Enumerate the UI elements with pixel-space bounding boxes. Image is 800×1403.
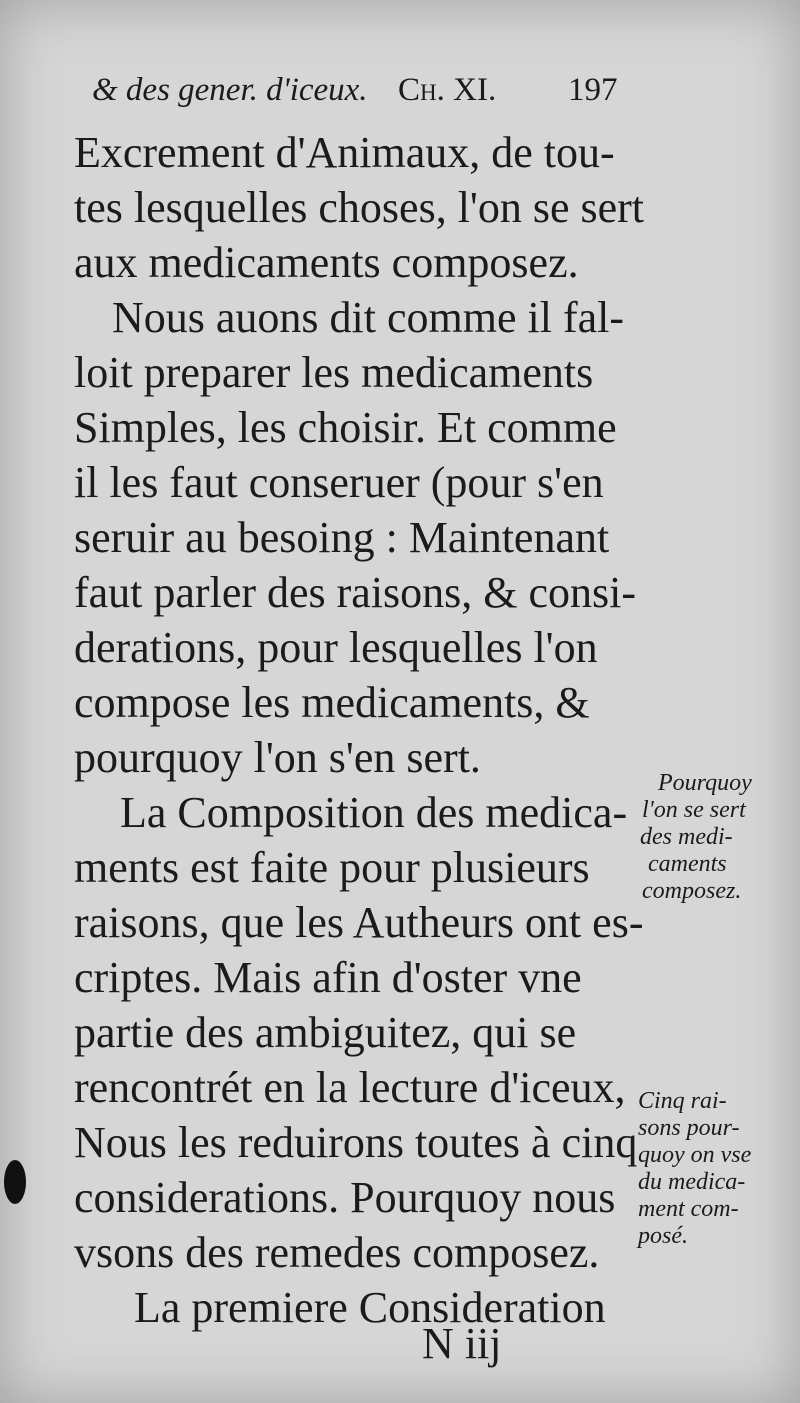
margin-note-line: posé. (638, 1223, 688, 1249)
margin-note (640, 770, 752, 905)
text-line: tes lesquelles choses, l'on se sert (74, 183, 645, 232)
text-line: derations, pour lesquelles l'on (74, 623, 598, 672)
text-line: partie des ambiguitez, qui se (74, 1008, 577, 1057)
text-line: Nous les reduirons toutes à cinq (74, 1118, 638, 1167)
margin-note-line: Cinq rai- (638, 1088, 727, 1114)
ink-blot (4, 1160, 26, 1204)
running-title: & des gener. d'iceux. (92, 72, 368, 108)
text-line: considerations. Pourquoy nous (74, 1173, 616, 1222)
text-line: aux medicaments composez. (74, 238, 579, 287)
text-line: loit preparer les medicaments (74, 348, 594, 397)
margin-note-line: caments (648, 851, 727, 877)
text-line: La Composition des medica- (120, 788, 628, 837)
text-line: La premiere Consideration (134, 1283, 606, 1332)
margin-note-line: des medi- (640, 824, 733, 850)
running-header (92, 66, 632, 120)
chapter-label: Ch. XI. (398, 72, 497, 108)
text-line: Simples, les choisir. Et comme (74, 403, 617, 452)
signature-mark: N iij (422, 1319, 502, 1368)
text-line: pourquoy l'on s'en sert. (74, 733, 481, 782)
margin-note-line: quoy on vse (638, 1142, 752, 1168)
text-line: criptes. Mais afin d'oster vne (74, 953, 582, 1002)
text-line: faut parler des raisons, & consi- (74, 568, 637, 617)
text-line: ments est faite pour plusieurs (74, 843, 590, 892)
margin-note-line: composez. (642, 878, 742, 904)
text-line: il les faut conseruer (pour s'en (74, 458, 604, 507)
margin-note (638, 1088, 751, 1250)
text-line: Nous auons dit comme il fal- (112, 293, 625, 342)
text-line: rencontrét en la lecture d'iceux, (74, 1063, 626, 1112)
margin-note-line: l'on se sert (642, 797, 746, 823)
text-line: seruir au besoing : Maintenant (74, 513, 610, 562)
text-line: vsons des remedes composez. (74, 1228, 600, 1277)
page-number: 197 (568, 72, 618, 108)
margin-note-line: Pourquoy (658, 770, 752, 796)
margin-note-line: ment com- (638, 1196, 739, 1222)
text-line: raisons, que les Autheurs ont es- (74, 898, 644, 947)
margin-note-line: du medica- (638, 1169, 746, 1195)
text-line: Excrement d'Animaux, de tou- (74, 128, 615, 177)
text-line: compose les medicaments, & (74, 678, 590, 727)
margin-note-line: sons pour- (638, 1115, 740, 1141)
